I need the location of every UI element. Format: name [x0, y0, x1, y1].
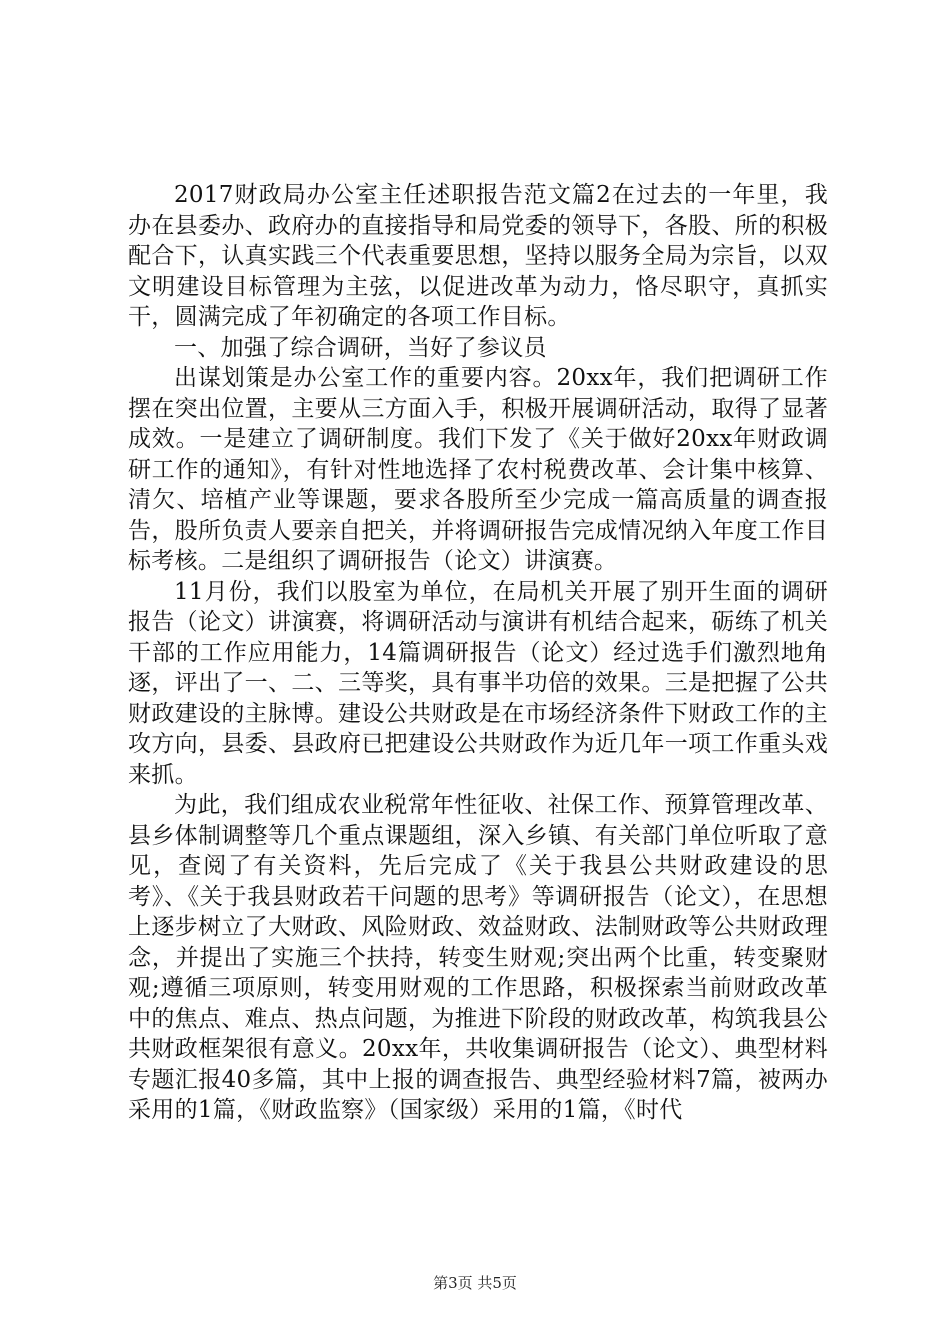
- paragraph-intro: 2017财政局办公室主任述职报告范文篇2在过去的一年里，我办在县委办、政府办的直接指导和局党委的领导下，各股、所的积极配合下，认真实践三个代表重要思想，坚持以服务全局为宗旨，以双文明建设目标管理为主弦，以促进改革为动力，恪尽职守，真抓实干，圆满完成了年初确定的各项工作目标。: [128, 182, 828, 330]
- document-body: [128, 180, 828, 1126]
- section-heading: 一、加强了综合调研，当好了参议员: [174, 334, 547, 361]
- paragraph-contest: 11月份，我们以股室为单位，在局机关开展了别开生面的调研报告（论文）讲演赛，将调研活动与演讲有机结合起来，砺练了机关干部的工作应用能力，14篇调研报告（论文）经过选手们激烈地角逐，评出了一、二、三等奖，具有事半功倍的效果。三是把握了公共财政建设的主脉博。建设公共财政是在市场经济条件下财政工作的主攻方向，县委、县政府已把建设公共财政作为近几年一项工作重头戏来抓。: [128, 578, 828, 788]
- page-footer: 第3页 共5页: [433, 1274, 517, 1292]
- paragraph-public-finance: 为此，我们组成农业税常年性征收、社保工作、预算管理改革、县乡体制调整等几个重点课题组，深入乡镇、有关部门单位听取了意见，查阅了有关资料，先后完成了《关于我县公共财政建设的思考》、《关于我县财政若干问题的思考》等调研报告（论文），在思想上逐步树立了大财政、风险财政、效益财政、法制财政等公共财政理念，并提出了实施三个扶持，转变生财观;突出两个比重，转变聚财观;遵循三项原则，转变用财观的工作思路，积极探索当前财政改革中的焦点、难点、热点问题，为推进下阶段的财政改革，构筑我县公共财政框架很有意义。20xx年，共收集调研报告（论文）、典型材料专题汇报40多篇，其中上报的调查报告、典型经验材料7篇，被两办采用的1篇，《财政监察》（国家级）采用的1篇，《时代: [128, 792, 828, 1123]
- paragraph-research: 出谋划策是办公室工作的重要内容。20xx年，我们把调研工作摆在突出位置，主要从三方面入手，积极开展调研活动，取得了显著成效。一是建立了调研制度。我们下发了《关于做好20xx年财政调研工作的通知》，有针对性地选择了农村税费改革、会计集中核算、清欠、培植产业等课题，要求各股所至少完成一篇高质量的调查报告，股所负责人要亲自把关，并将调研报告完成情况纳入年度工作目标考核。二是组织了调研报告（论文）讲演赛。: [128, 365, 828, 574]
